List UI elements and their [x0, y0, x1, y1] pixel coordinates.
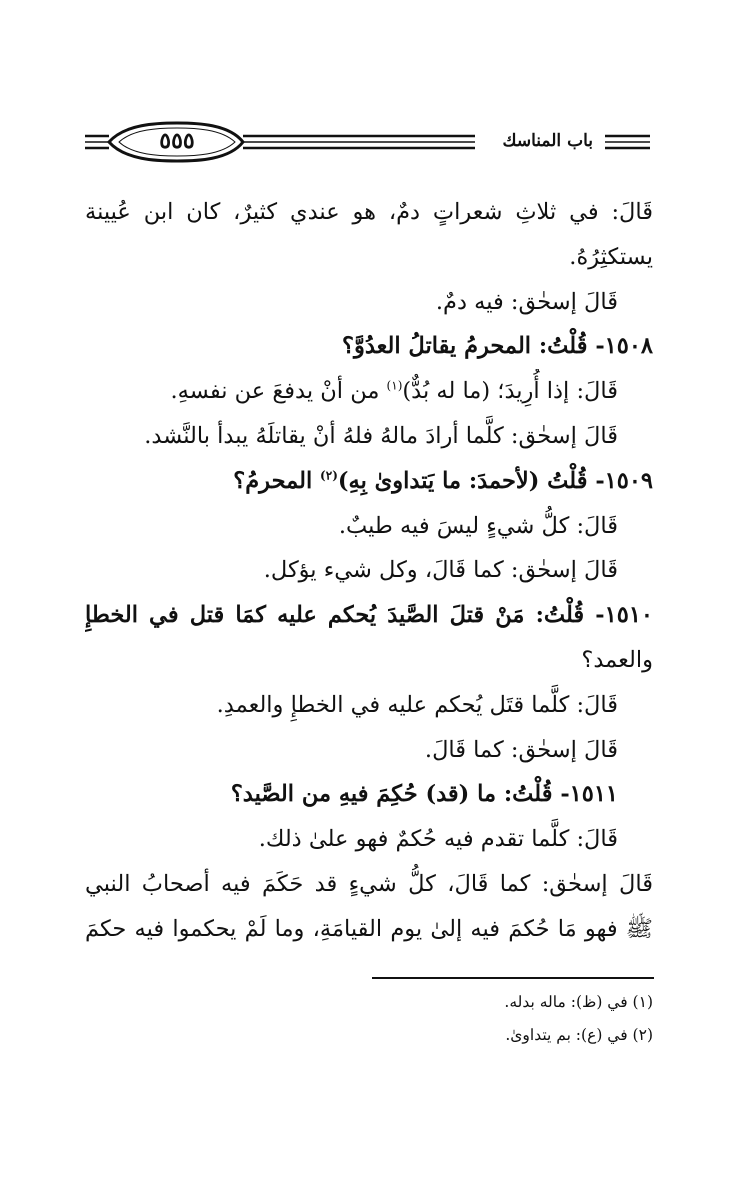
footnote-1: (١) في (ظ): ماله بدله.: [504, 993, 653, 1011]
text-fragment: قَالَ: إذا أُرِيدَ؛ (ما له بُدٌّ): [402, 378, 618, 405]
main-text: [85, 190, 653, 952]
text-line: ﷺ فهو مَا حُكمَ فيه إلىٰ يوم القيامَةِ، وما لَمْ يحكموا فيه حكمَ: [85, 915, 653, 942]
text-line: قَالَ: كلُّ شيءٍ ليسَ فيه طيبٌ.: [338, 512, 618, 539]
text-fragment: المحرمُ؟: [233, 467, 321, 494]
text-fragment: ١٥٠٩- قُلْتُ (لأحمدَ: ما يَتداوىٰ بِهِ): [337, 467, 653, 494]
text-line: يستكثِرُهُ.: [569, 243, 653, 270]
text-line: قَالَ: كلَّما قتَل يُحكم عليه في الخطإِ والعمدِ.: [216, 691, 618, 718]
question-1508: ١٥٠٨- قُلْتُ: المحرمُ يقاتلُ العدُوَّ؟: [342, 333, 653, 360]
text-line: [85, 369, 653, 414]
footnotes: [504, 986, 653, 1052]
page-number: ٥٥٥: [159, 128, 195, 154]
text-line: قَالَ إسحٰق: فيه دمٌ.: [435, 288, 618, 315]
text-line: قَالَ إسحٰق: كما قَالَ، وكل شيء يؤكل.: [263, 557, 618, 584]
text-line: والعمد؟: [581, 646, 653, 673]
text-line: قَالَ إسحٰق: كما قَالَ، كلُّ شيءٍ قد حَكَمَ فيه أصحابُ النبي: [85, 870, 653, 897]
text-line: قَالَ: كلَّما تقدم فيه حُكمٌ فهو علىٰ ذلك.: [258, 826, 618, 853]
page-header: [85, 120, 655, 164]
footnote-marker: (٢): [320, 468, 338, 483]
question-1510: ١٥١٠- قُلْتُ: مَنْ قتلَ الصَّيدَ يُحكم عليه كمَا قتل في الخطإِ: [85, 602, 653, 629]
footnote-divider: [372, 977, 654, 979]
chapter-title: باب المناسك: [502, 131, 593, 151]
question-1509: [85, 459, 653, 504]
text-line: قَالَ: في ثلاثِ شعراتٍ دمٌ، هو عندي كثيرٌ، كان ابن عُيينة: [85, 199, 653, 225]
text-line: قَالَ إسحٰق: كما قَالَ.: [424, 736, 618, 763]
question-1511: ١٥١١- قُلْتُ: ما (قد) حُكِمَ فيهِ من الصَّيد؟: [230, 781, 618, 808]
text-fragment: من أنْ يدفعَ عن نفسهِ.: [170, 378, 387, 405]
footnote-2: (٢) في (ع): بم يتداوىٰ.: [505, 1026, 653, 1044]
footnote-marker: (١): [386, 378, 403, 393]
text-line: قَالَ إسحٰق: كلَّما أرادَ مالهُ فلهُ أنْ يقاتلَهُ يبدأ بالنَّشد.: [144, 422, 618, 449]
